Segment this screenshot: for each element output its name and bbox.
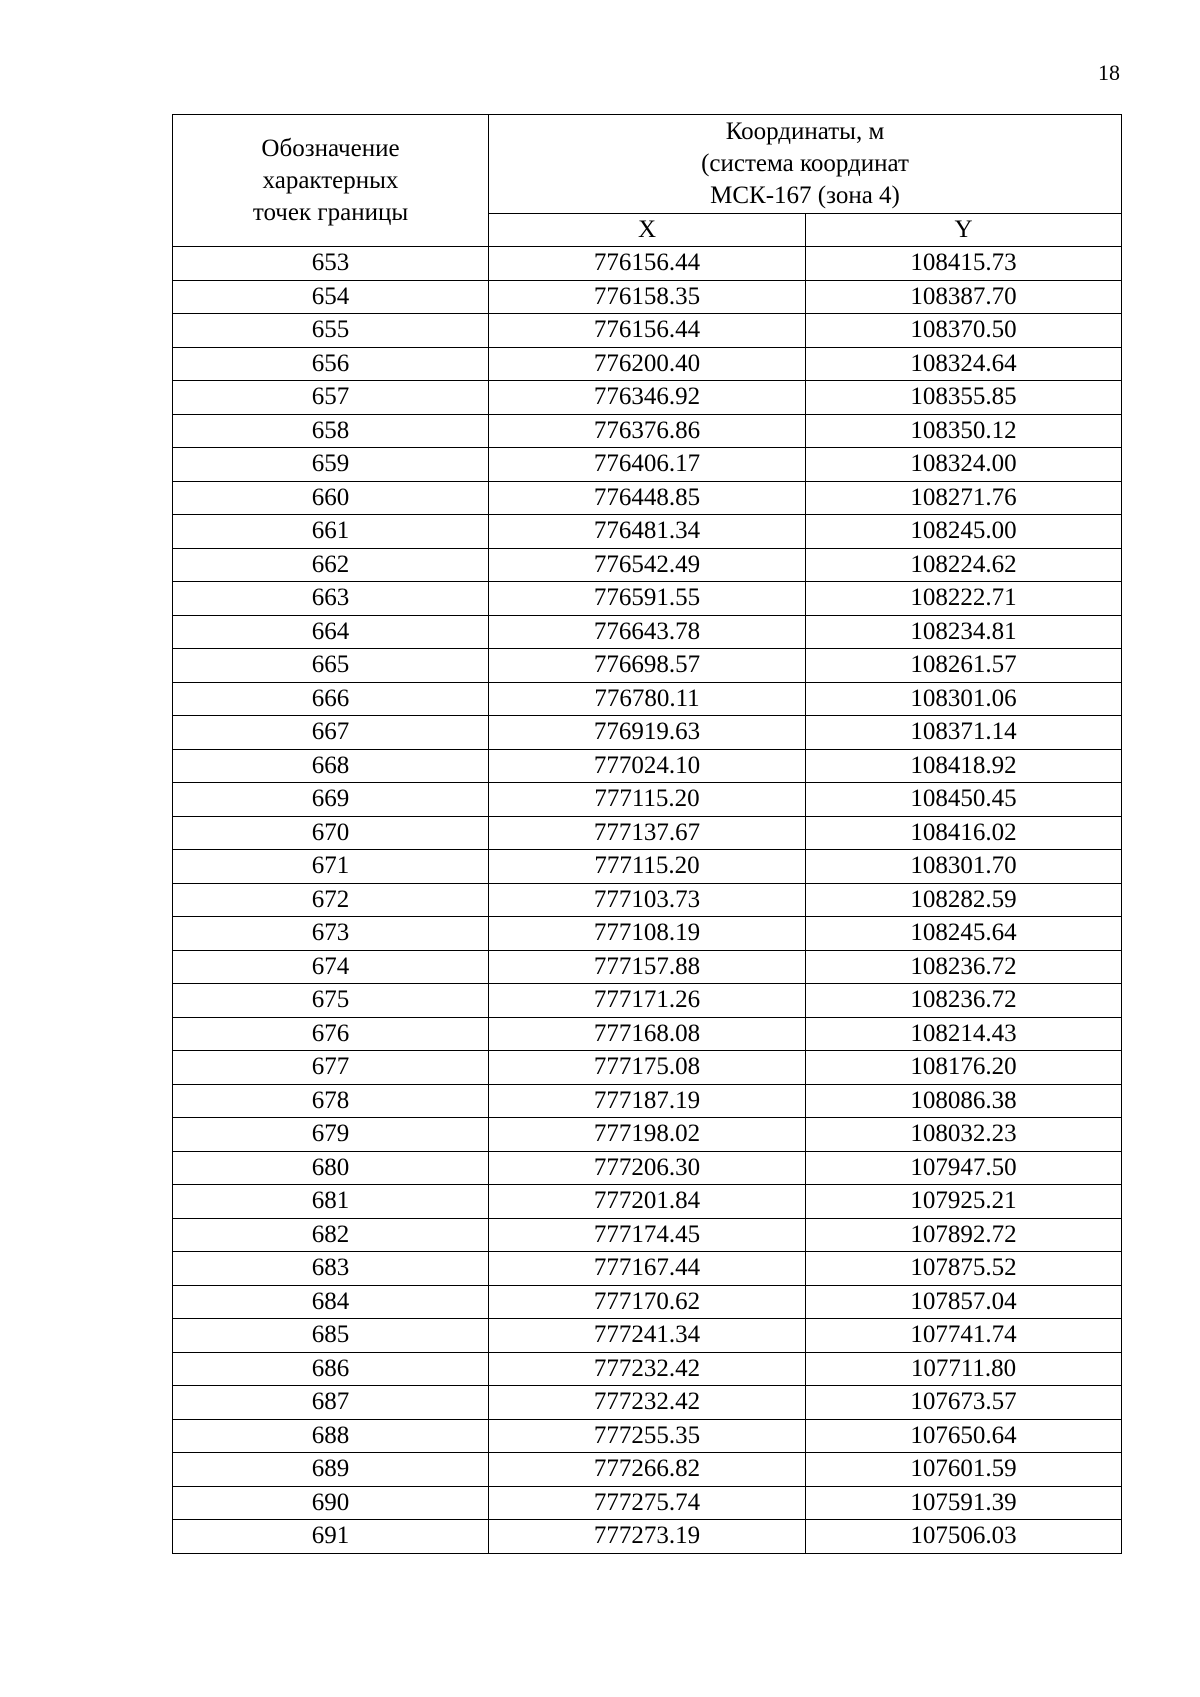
point-cell: 655	[173, 314, 489, 348]
x-cell: 776156.44	[489, 247, 806, 281]
point-cell: 676	[173, 1017, 489, 1051]
point-cell: 666	[173, 682, 489, 716]
table-row	[173, 682, 1122, 716]
point-header-line: точек границы	[252, 198, 409, 226]
x-cell: 777170.62	[489, 1285, 806, 1319]
y-cell: 107875.52	[806, 1252, 1122, 1286]
table-row	[173, 548, 1122, 582]
y-cell: 107711.80	[806, 1352, 1122, 1386]
x-cell: 777168.08	[489, 1017, 806, 1051]
y-cell: 108371.14	[806, 716, 1122, 750]
x-cell: 777201.84	[489, 1185, 806, 1219]
y-cell: 107591.39	[806, 1486, 1122, 1520]
table-row	[173, 917, 1122, 951]
x-cell: 776158.35	[489, 280, 806, 314]
table-header	[173, 115, 1122, 247]
table-row	[173, 816, 1122, 850]
point-cell: 683	[173, 1252, 489, 1286]
point-cell: 684	[173, 1285, 489, 1319]
x-cell: 776698.57	[489, 649, 806, 683]
y-cell: 108350.12	[806, 414, 1122, 448]
y-cell: 108355.85	[806, 381, 1122, 415]
point-cell: 670	[173, 816, 489, 850]
table-row	[173, 1051, 1122, 1085]
x-cell: 776919.63	[489, 716, 806, 750]
y-cell: 108301.06	[806, 682, 1122, 716]
x-cell: 777167.44	[489, 1252, 806, 1286]
y-cell: 107601.59	[806, 1453, 1122, 1487]
page-number: 18	[1098, 60, 1120, 85]
x-cell: 777241.34	[489, 1319, 806, 1353]
point-cell: 654	[173, 280, 489, 314]
table-row	[173, 950, 1122, 984]
y-cell: 108176.20	[806, 1051, 1122, 1085]
y-cell: 107857.04	[806, 1285, 1122, 1319]
x-cell: 777137.67	[489, 816, 806, 850]
table-row	[173, 481, 1122, 515]
table-row	[173, 347, 1122, 381]
x-cell: 776346.92	[489, 381, 806, 415]
y-cell: 108222.71	[806, 582, 1122, 616]
point-header-line: Обозначение	[261, 134, 400, 162]
coords-header-line: Координаты, м	[725, 118, 885, 145]
table-row	[173, 850, 1122, 884]
y-cell: 108245.00	[806, 515, 1122, 549]
coords-header-line: (система координат	[701, 150, 909, 177]
y-cell: 108370.50	[806, 314, 1122, 348]
table-row	[173, 1017, 1122, 1051]
point-cell: 665	[173, 649, 489, 683]
table-row	[173, 1453, 1122, 1487]
table-row	[173, 1386, 1122, 1420]
x-cell: 776643.78	[489, 615, 806, 649]
y-cell: 108261.57	[806, 649, 1122, 683]
x-cell: 777206.30	[489, 1151, 806, 1185]
table-row	[173, 615, 1122, 649]
point-cell: 681	[173, 1185, 489, 1219]
point-cell: 664	[173, 615, 489, 649]
coordinates-table	[172, 114, 1122, 1554]
point-cell: 658	[173, 414, 489, 448]
x-cell: 777255.35	[489, 1419, 806, 1453]
table-row	[173, 448, 1122, 482]
y-cell: 108214.43	[806, 1017, 1122, 1051]
point-cell: 677	[173, 1051, 489, 1085]
y-cell: 108236.72	[806, 950, 1122, 984]
x-cell: 776481.34	[489, 515, 806, 549]
x-cell: 777273.19	[489, 1520, 806, 1554]
x-cell: 777108.19	[489, 917, 806, 951]
point-cell: 690	[173, 1486, 489, 1520]
point-cell: 691	[173, 1520, 489, 1554]
point-header-line: характерных	[262, 166, 399, 194]
table-row	[173, 1118, 1122, 1152]
coordinates-header	[489, 115, 1122, 214]
x-cell: 776780.11	[489, 682, 806, 716]
y-cell: 108224.62	[806, 548, 1122, 582]
point-cell: 679	[173, 1118, 489, 1152]
x-cell: 777266.82	[489, 1453, 806, 1487]
point-cell: 663	[173, 582, 489, 616]
table-row	[173, 515, 1122, 549]
table-row	[173, 381, 1122, 415]
x-cell: 776376.86	[489, 414, 806, 448]
table-row	[173, 314, 1122, 348]
point-cell: 672	[173, 883, 489, 917]
table-row	[173, 1218, 1122, 1252]
point-cell: 660	[173, 481, 489, 515]
table-row	[173, 1084, 1122, 1118]
y-cell: 108450.45	[806, 783, 1122, 817]
table-row	[173, 247, 1122, 281]
x-cell: 776156.44	[489, 314, 806, 348]
point-cell: 656	[173, 347, 489, 381]
point-cell: 678	[173, 1084, 489, 1118]
y-cell: 107673.57	[806, 1386, 1122, 1420]
table-row	[173, 1285, 1122, 1319]
x-cell: 777175.08	[489, 1051, 806, 1085]
y-cell: 108418.92	[806, 749, 1122, 783]
table-row	[173, 414, 1122, 448]
table-row	[173, 984, 1122, 1018]
point-cell: 668	[173, 749, 489, 783]
y-cell: 107650.64	[806, 1419, 1122, 1453]
table-row	[173, 280, 1122, 314]
point-cell: 667	[173, 716, 489, 750]
x-cell: 777232.42	[489, 1352, 806, 1386]
y-cell: 108245.64	[806, 917, 1122, 951]
point-cell: 688	[173, 1419, 489, 1453]
coords-header-line: МСК-167 (зона 4)	[710, 182, 900, 209]
x-cell: 777232.42	[489, 1386, 806, 1420]
table-row	[173, 1352, 1122, 1386]
point-cell: 682	[173, 1218, 489, 1252]
point-cell: 661	[173, 515, 489, 549]
point-cell: 669	[173, 783, 489, 817]
table-row	[173, 783, 1122, 817]
x-cell: 777275.74	[489, 1486, 806, 1520]
x-cell: 776406.17	[489, 448, 806, 482]
point-cell: 671	[173, 850, 489, 884]
point-cell: 689	[173, 1453, 489, 1487]
y-cell: 107506.03	[806, 1520, 1122, 1554]
point-cell: 674	[173, 950, 489, 984]
y-cell: 108234.81	[806, 615, 1122, 649]
x-cell: 777171.26	[489, 984, 806, 1018]
point-cell: 680	[173, 1151, 489, 1185]
point-cell: 673	[173, 917, 489, 951]
x-cell: 776200.40	[489, 347, 806, 381]
point-cell: 657	[173, 381, 489, 415]
table-row	[173, 1185, 1122, 1219]
y-cell: 108387.70	[806, 280, 1122, 314]
point-cell: 659	[173, 448, 489, 482]
table-row	[173, 716, 1122, 750]
x-cell: 776591.55	[489, 582, 806, 616]
point-cell: 675	[173, 984, 489, 1018]
table-row	[173, 1419, 1122, 1453]
x-column-header: X	[489, 214, 806, 247]
y-cell: 108282.59	[806, 883, 1122, 917]
y-cell: 108324.64	[806, 347, 1122, 381]
x-cell: 777115.20	[489, 850, 806, 884]
x-cell: 777115.20	[489, 783, 806, 817]
x-cell: 776448.85	[489, 481, 806, 515]
table-row	[173, 1151, 1122, 1185]
x-cell: 777103.73	[489, 883, 806, 917]
y-cell: 108271.76	[806, 481, 1122, 515]
point-cell: 687	[173, 1386, 489, 1420]
x-cell: 777187.19	[489, 1084, 806, 1118]
y-cell: 107947.50	[806, 1151, 1122, 1185]
point-cell: 685	[173, 1319, 489, 1353]
table-body	[173, 247, 1122, 1554]
point-cell: 662	[173, 548, 489, 582]
table-row	[173, 1319, 1122, 1353]
table-row	[173, 649, 1122, 683]
x-cell: 777174.45	[489, 1218, 806, 1252]
y-cell: 107892.72	[806, 1218, 1122, 1252]
y-cell: 108415.73	[806, 247, 1122, 281]
y-cell: 108416.02	[806, 816, 1122, 850]
x-cell: 777157.88	[489, 950, 806, 984]
y-cell: 107925.21	[806, 1185, 1122, 1219]
point-cell: 653	[173, 247, 489, 281]
y-cell: 108301.70	[806, 850, 1122, 884]
y-cell: 108236.72	[806, 984, 1122, 1018]
point-cell: 686	[173, 1352, 489, 1386]
y-cell: 108086.38	[806, 1084, 1122, 1118]
y-cell: 108324.00	[806, 448, 1122, 482]
table-row	[173, 582, 1122, 616]
point-designation-header	[173, 115, 489, 247]
x-cell: 777198.02	[489, 1118, 806, 1152]
table-row	[173, 883, 1122, 917]
x-cell: 777024.10	[489, 749, 806, 783]
table-row	[173, 749, 1122, 783]
y-cell: 107741.74	[806, 1319, 1122, 1353]
x-cell: 776542.49	[489, 548, 806, 582]
table-row	[173, 1486, 1122, 1520]
table-row	[173, 1252, 1122, 1286]
y-cell: 108032.23	[806, 1118, 1122, 1152]
y-column-header: Y	[806, 214, 1122, 247]
table-row	[173, 1520, 1122, 1554]
